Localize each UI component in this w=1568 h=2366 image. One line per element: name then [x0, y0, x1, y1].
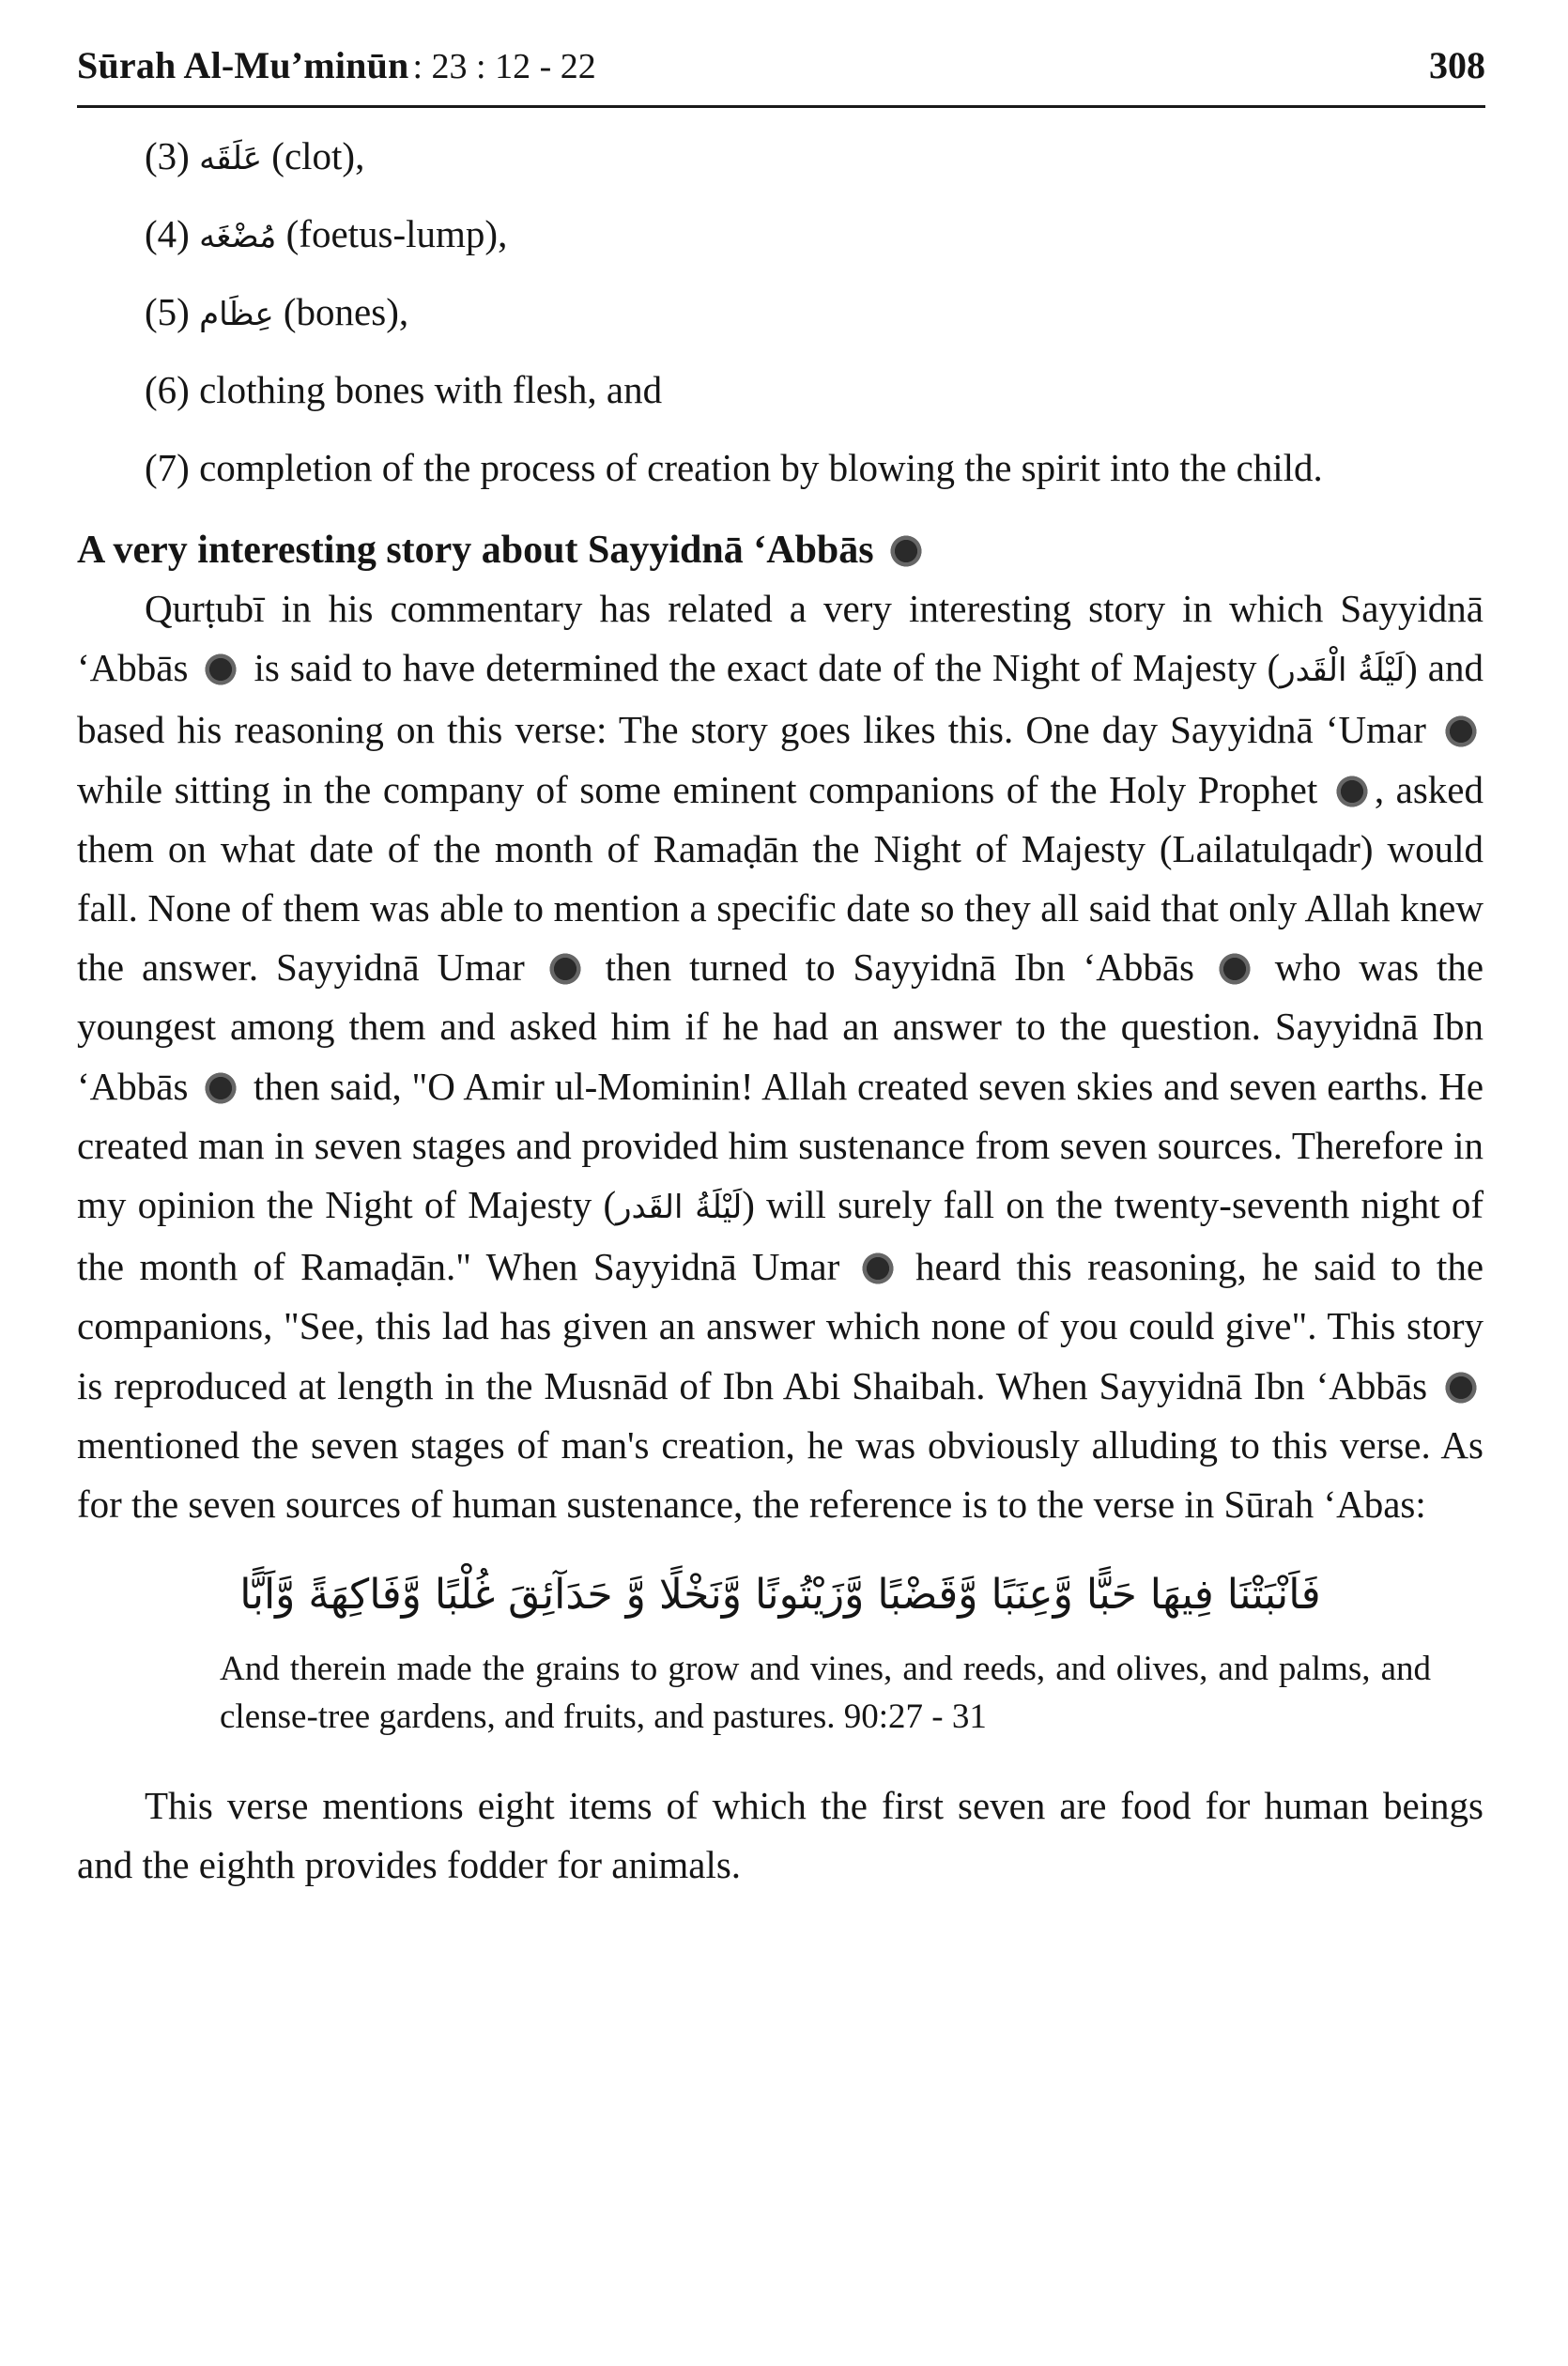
- stage-number: (4): [145, 212, 190, 255]
- page-number: 308: [1429, 44, 1485, 86]
- stage-text: completion of the process of creation by blowing the spirit into the child.: [199, 446, 1323, 489]
- story-text: then said, "O Amir ul-Mominin! Allah created seven skies and seven earths. He created man in seven stages and provided him sustenance from seven sources. Therefore in my opinion the Night of Majesty (: [77, 1064, 1484, 1227]
- honorific-seal-icon: [859, 1248, 897, 1285]
- stage-item-7: [77, 438, 1483, 497]
- running-header: [77, 43, 1485, 108]
- section-heading: [77, 521, 1483, 579]
- story-paragraph: [77, 579, 1483, 1534]
- arabic-laylat-al-qadr: لَيْلَةُ القَدر: [616, 1189, 743, 1227]
- honorific-seal-icon: [1442, 1367, 1480, 1405]
- quran-verse-arabic: فَاَنْبَتْنَا فِيهَا حَبًّا وَّعِنَبًا وَّقَضْبًا وَّزَيْتُونًا وَّنَخْلًا وَّ حَدَآئِقَ غُلْبًا وَّفَاكِهَةً وَّاَبًّا: [239, 1571, 1321, 1620]
- verse-reference: : 23 : 12 - 22: [412, 47, 596, 86]
- stage-arabic-term: مُضْغَه: [199, 218, 277, 255]
- honorific-seal-icon: [202, 649, 239, 686]
- story-text: ) will surely fall on the twenty-seventh night of the month of Ramaḍān." When Sayyidnā Umar: [77, 1183, 1483, 1289]
- stage-number: (7): [145, 446, 190, 489]
- prophet-salutation-icon: [1333, 771, 1371, 808]
- verse-translation: And therein made the grains to grow and vines, and reeds, and olives, and palms, and clense-tree gardens, and fruits, and pastures. 90:27 - 31: [220, 1650, 1431, 1737]
- surah-title: Sūrah Al-Mu’minūn: [77, 44, 409, 86]
- story-text: is said to have determined the exact date of the Night of Majesty (: [254, 646, 1281, 690]
- story-text: then turned to Sayyidnā Ibn ‘Abbās: [605, 945, 1194, 990]
- stage-item-3: [145, 130, 1483, 185]
- stage-item-5: [145, 285, 1483, 341]
- stage-text: (foetus-lump),: [285, 212, 508, 255]
- honorific-seal-icon: [1442, 711, 1480, 748]
- honorific-seal-icon: [202, 1068, 239, 1105]
- story-text: ) and based his reasoning on this verse: The story goes likes this. One day Sayyidnā ‘Umar: [77, 646, 1484, 752]
- story-text: , asked them on what date of the month of Ramaḍān the Night of Majesty (Lailatulqadr) would fall. None of them was able to mention a specific date so they all said that only Allah knew the answer. Sayyidnā Umar: [77, 767, 1484, 990]
- stage-item-6: [145, 363, 1483, 416]
- honorific-seal-icon: [887, 530, 925, 568]
- closing-paragraph: This verse mentions eight items of which the first seven are food for human beings and the eighth provides fodder for animals.: [77, 1784, 1483, 1887]
- story-text: who was the youngest among them and asked him if he had an answer to the question. Sayyidnā Ibn ‘Abbās: [77, 945, 1484, 1108]
- story-text: mentioned the seven stages of man's creation, he was obviously alluding to this verse. As for the seven sources of human sustenance, the reference is to the verse in Sūrah ‘Abas:: [77, 1422, 1483, 1527]
- stage-arabic-term: عَلَقَه: [199, 140, 263, 177]
- stage-number: (6): [145, 368, 190, 411]
- section-heading-text: A very interesting story about Sayyidnā ‘Abbās: [77, 529, 874, 572]
- header-title-block: [77, 43, 596, 87]
- stage-text: (bones),: [283, 290, 409, 333]
- honorific-seal-icon: [1216, 948, 1253, 986]
- page-content: [77, 130, 1483, 1895]
- stage-number: (5): [145, 290, 190, 333]
- stage-arabic-term: عِظَام: [199, 296, 274, 333]
- stage-text: (clot),: [271, 134, 365, 177]
- stage-number: (3): [145, 134, 190, 177]
- stage-text: clothing bones with flesh, and: [199, 368, 663, 411]
- story-text: heard this reasoning, he said to the companions, "See, this lad has given an answer which none of you could give". This story is reproduced at length in the Musnād of Ibn Abi Shaibah. When Sayyidnā Ibn ‘Abbās: [77, 1245, 1484, 1407]
- honorific-seal-icon: [546, 948, 584, 986]
- story-text: Qurṭubī in his commentary has related a very interesting story in which Sayyidnā ‘Abbās: [77, 587, 1483, 690]
- arabic-laylat-al-qadr: لَيْلَةُ الْقَدر: [1280, 652, 1406, 690]
- stage-item-4: [145, 207, 1483, 263]
- story-text: while sitting in the company of some eminent companions of the Holy Prophet: [77, 767, 1318, 811]
